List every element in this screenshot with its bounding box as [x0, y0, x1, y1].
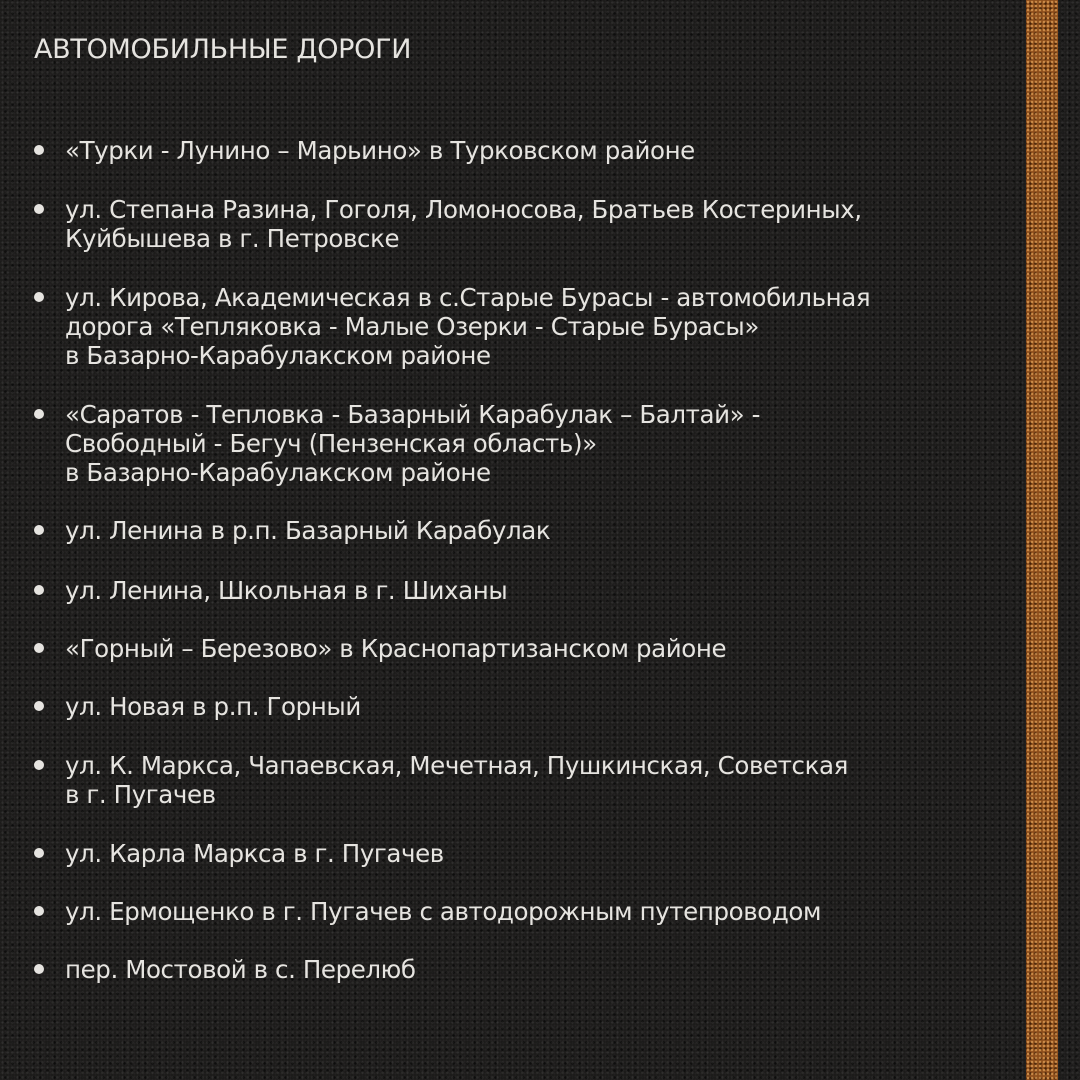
list-item	[34, 955, 1024, 984]
road-text	[65, 751, 1024, 809]
list-item	[34, 400, 1024, 487]
list-item	[34, 751, 1024, 809]
page-title: АВТОМОБИЛЬНЫЕ ДОРОГИ	[34, 34, 412, 65]
bullet-icon	[34, 964, 44, 974]
road-line: ул. Кирова, Академическая в с.Старые Бурасы - автомобильная	[65, 283, 871, 312]
bullet-icon	[34, 145, 44, 155]
bullet-icon	[34, 848, 44, 858]
road-text	[65, 955, 1024, 984]
bullet-icon	[34, 204, 44, 214]
road-line: «Турки - Лунино – Марьино» в Турковском районе	[65, 136, 695, 165]
road-line: пер. Мостовой в с. Перелюб	[65, 955, 416, 984]
road-line: ул. Ленина, Школьная в г. Шиханы	[65, 576, 508, 605]
bullet-icon	[34, 760, 44, 770]
road-text	[65, 634, 1024, 663]
bullet-icon	[34, 292, 44, 302]
road-text	[65, 576, 1024, 605]
road-line: ул. Степана Разина, Гоголя, Ломоносова, Братьев Костериных,	[65, 195, 862, 224]
road-text	[65, 692, 1024, 721]
list-item	[34, 136, 1024, 165]
list-item	[34, 516, 1024, 545]
road-text	[65, 839, 1024, 868]
road-line: ул. Карла Маркса в г. Пугачев	[65, 839, 444, 868]
list-item	[34, 576, 1024, 605]
road-line: в г. Пугачев	[65, 780, 216, 809]
road-text	[65, 283, 1024, 370]
list-item	[34, 897, 1024, 926]
bullet-icon	[34, 409, 44, 419]
road-text	[65, 897, 1024, 926]
road-text	[65, 136, 1024, 165]
bullet-icon	[34, 643, 44, 653]
road-line: ул. Ленина в р.п. Базарный Карабулак	[65, 516, 551, 545]
road-line: в Базарно-Карабулакском районе	[65, 458, 491, 487]
bullet-icon	[34, 701, 44, 711]
list-item	[34, 634, 1024, 663]
road-line: Куйбышева в г. Петровске	[65, 224, 400, 253]
bullet-icon	[34, 525, 44, 535]
road-line: «Саратов - Тепловка - Базарный Карабулак – Балтай» -	[65, 400, 761, 429]
road-text	[65, 516, 1024, 545]
road-line: ул. К. Маркса, Чапаевская, Мечетная, Пушкинская, Советская	[65, 751, 848, 780]
road-line: в Базарно-Карабулакском районе	[65, 341, 491, 370]
road-line: ул. Новая в р.п. Горный	[65, 692, 361, 721]
list-item	[34, 195, 1024, 253]
list-item	[34, 283, 1024, 370]
road-line: Свободный - Бегуч (Пензенская область)»	[65, 429, 597, 458]
road-line: «Горный – Березово» в Краснопартизанском районе	[65, 634, 727, 663]
road-line: дорога «Тепляковка - Малые Озерки - Старые Бурасы»	[65, 312, 759, 341]
road-text	[65, 400, 1024, 487]
road-text	[65, 195, 1024, 253]
bullet-icon	[34, 906, 44, 916]
road-line: ул. Ермощенко в г. Пугачев с автодорожным путепроводом	[65, 897, 822, 926]
orange-side-stripe	[1026, 0, 1058, 1080]
list-item	[34, 692, 1024, 721]
bullet-icon	[34, 585, 44, 595]
list-item	[34, 839, 1024, 868]
